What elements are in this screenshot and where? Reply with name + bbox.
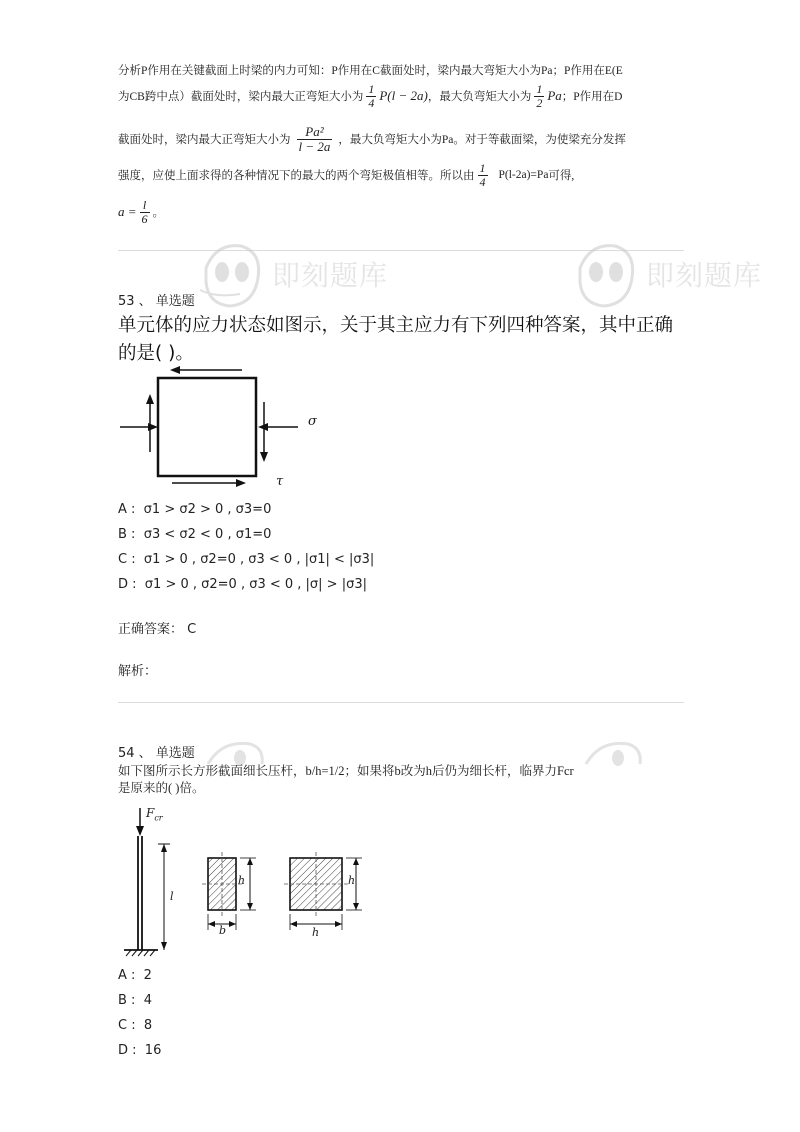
q54-option-d[interactable]: D : 16 bbox=[118, 1043, 162, 1058]
q53-option-c[interactable]: C : σ1 > 0 , σ2=0 , σ3 < 0 , |σ1| < |σ3| bbox=[118, 552, 375, 567]
analysis-line-1: 分析P作用在关键截面上时梁的内力可知：P作用在C截面处时，梁内最大弯矩大小为Pa；P作用在E(E bbox=[118, 65, 623, 77]
panda-icon bbox=[578, 738, 648, 770]
analysis-result: a = $\frac{l}{6}$ 。 bbox=[118, 197, 165, 226]
q53-header: 53 、 单选题 bbox=[118, 294, 195, 309]
q53-stress-element-figure bbox=[116, 362, 336, 490]
h-label-1: h bbox=[238, 874, 246, 887]
divider bbox=[118, 702, 684, 703]
q53-option-d[interactable]: D : σ1 > 0 , σ2=0 , σ3 < 0 , |σ| > |σ3| bbox=[118, 577, 367, 592]
fraction-half: $\frac{1}{2}$ bbox=[536, 81, 543, 110]
q54-option-b[interactable]: B : 4 bbox=[118, 993, 152, 1008]
force-label: $F_{cr}$ bbox=[146, 806, 163, 823]
watermark-logo bbox=[196, 238, 476, 318]
fraction-l6: $\frac{l}{6}$ bbox=[141, 197, 148, 226]
q53-correct-answer: 正确答案： C bbox=[118, 622, 197, 637]
analysis-line-4: 强度，应使上面求得的各种情况下的最大的两个弯矩极值相等。所以由 $\frac{1}{4}$ P(l-2a)=Pa 可得, bbox=[118, 160, 575, 189]
q53-option-b[interactable]: B : σ3 < σ2 < 0 , σ1=0 bbox=[118, 527, 272, 542]
q54-column-figure bbox=[118, 804, 368, 960]
tau-label: τ bbox=[276, 474, 284, 489]
q54-option-c[interactable]: C : 8 bbox=[118, 1018, 153, 1033]
analysis-line-2: 为CB跨中点）截面处时，梁内最大正弯矩大小为 $\frac{1}{4}$ P(l − 2a) ，最大负弯矩大小为 $\frac{1}{2}$ Pa ；P作用在D bbox=[118, 81, 623, 110]
b-label: b bbox=[219, 924, 227, 937]
q54-question-line-2: 是原来的( )倍。 bbox=[118, 781, 205, 795]
panda-icon bbox=[196, 238, 266, 313]
panda-icon bbox=[570, 238, 640, 313]
watermark-partial-right bbox=[578, 738, 658, 770]
q53-option-a[interactable]: A : σ1 > σ2 > 0 , σ3=0 bbox=[118, 502, 272, 517]
sigma-label: σ bbox=[308, 414, 317, 429]
fraction-quarter: $\frac{1}{4}$ bbox=[368, 81, 375, 110]
q54-question-line-1: 如下图所示长方形截面细长压杆，b/h=1/2；如果将b改为h后仍为细长杆，临界力Fcr bbox=[118, 764, 574, 778]
watermark-text: 即刻题库 bbox=[646, 259, 763, 292]
q53-analysis-label: 解析： bbox=[118, 664, 158, 679]
length-label: l bbox=[170, 890, 174, 903]
watermark-logo-right bbox=[570, 238, 800, 318]
q53-question-text: 单元体的应力状态如图示，关于其主应力有下列四种答案，其中正确的是( )。 bbox=[118, 315, 674, 364]
h-label-2: h bbox=[348, 874, 356, 887]
watermark-text: 即刻题库 bbox=[272, 259, 389, 292]
q54-option-a[interactable]: A : 2 bbox=[118, 968, 152, 983]
analysis-line-3: 截面处时，梁内最大正弯矩大小为 $\frac{\text{Pa²}}{l - 2a}$ ，最大负弯矩大小为Pa。对于等截面梁，为使梁充分发挥 bbox=[118, 123, 626, 154]
h-label-3: h bbox=[312, 926, 320, 939]
fraction-pa2: $\frac{\text{Pa²}}{l - 2a}$ bbox=[298, 123, 331, 154]
q54-header: 54 、 单选题 bbox=[118, 746, 195, 761]
fraction-quarter-2: $\frac{1}{4}$ bbox=[479, 160, 486, 189]
